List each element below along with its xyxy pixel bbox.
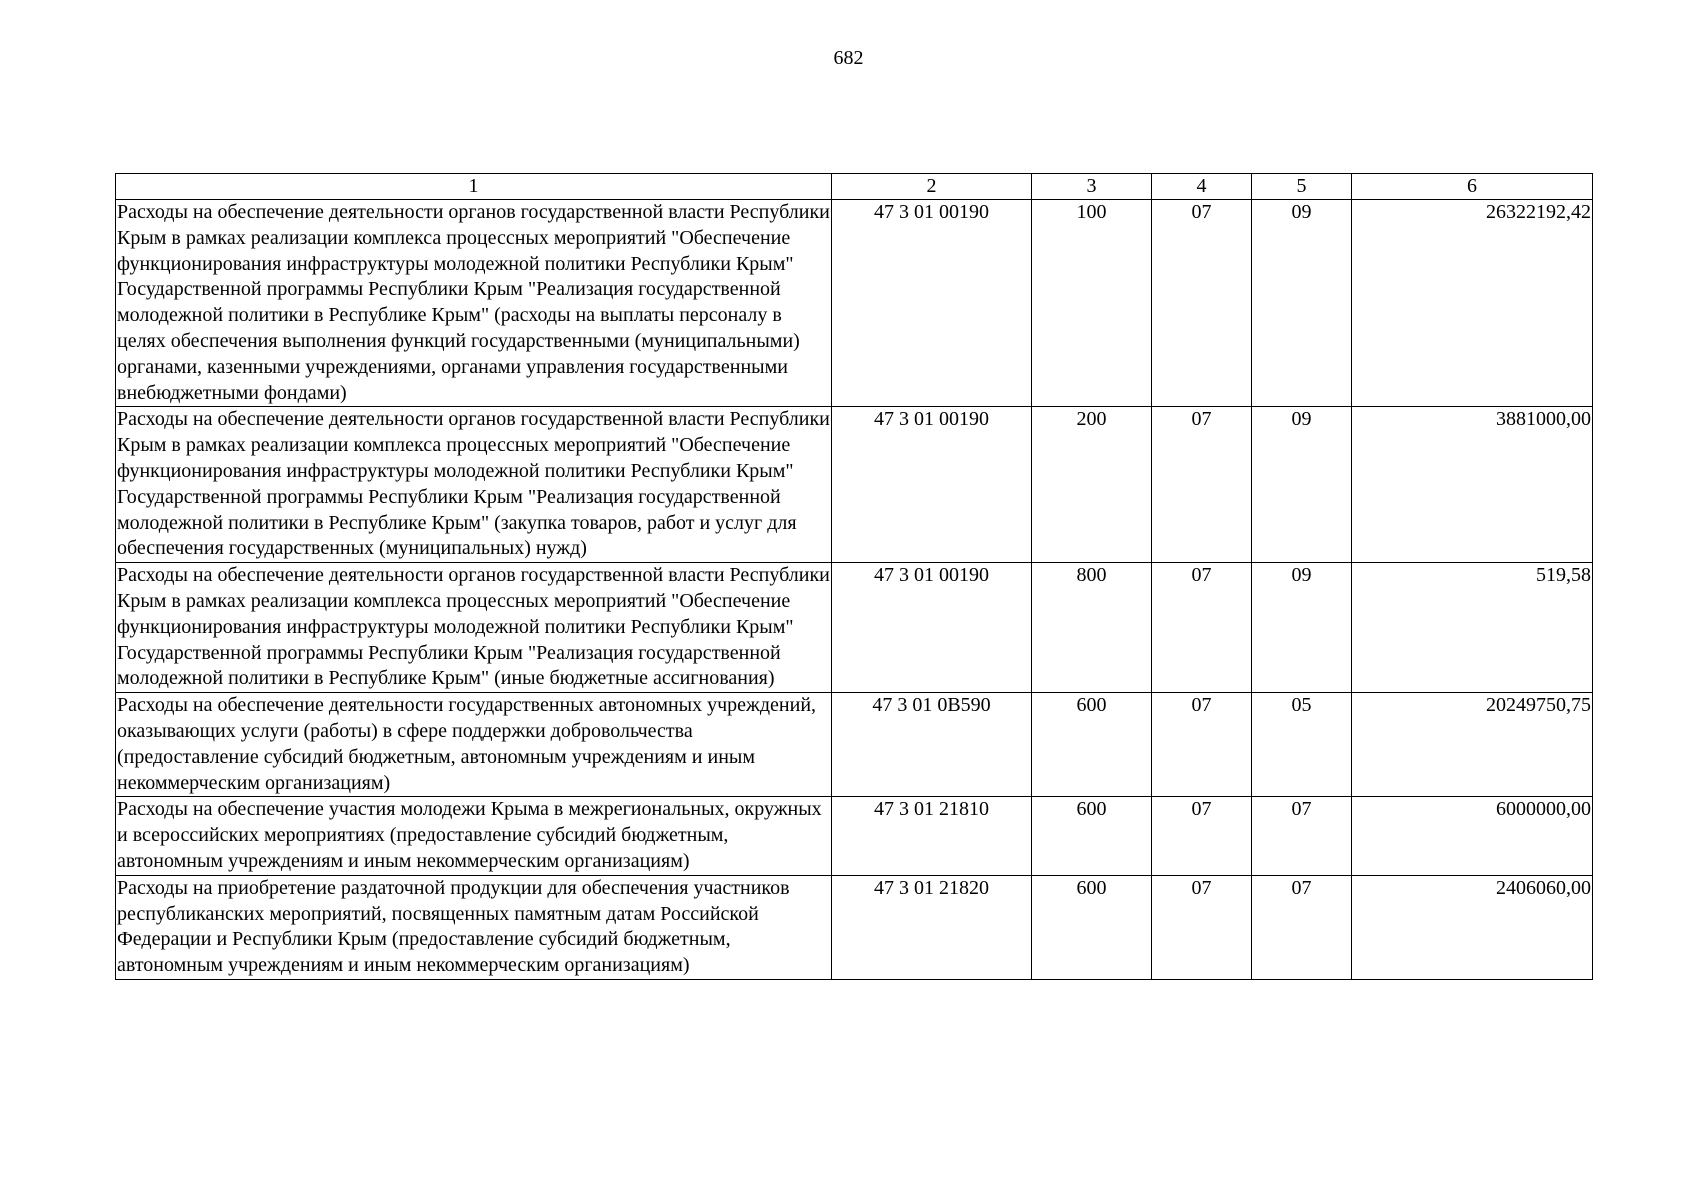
section-code: 07 xyxy=(1152,693,1252,797)
section-code: 07 xyxy=(1152,797,1252,875)
column-header-1: 1 xyxy=(116,174,832,200)
subsection-code: 09 xyxy=(1252,407,1352,563)
column-header-4: 4 xyxy=(1152,174,1252,200)
table-row xyxy=(116,693,1593,797)
table-row xyxy=(116,200,1593,407)
target-article-code: 47 3 01 00190 xyxy=(832,407,1032,563)
expense-type-code: 200 xyxy=(1032,407,1152,563)
expense-description: Расходы на обеспечение деятельности органов государственной власти Республики Крым в рамках реализации комплекса процессных мероприятий "Обеспечение функционирования инфраструктуры молодежной политики Республики Крым" Государственной программы Республики Крым "Реализация государственной молодежной политики в Республике Крым" (расходы на выплаты персоналу в целях обеспечения выполнения функций государственными (муниципальными) органами, казенными учреждениями, органами управления государственными внебюджетными фондами) xyxy=(116,200,832,407)
expense-description: Расходы на приобретение раздаточной продукции для обеспечения участников республиканских мероприятий, посвященных памятным датам Российской Федерации и Республики Крым (предоставление субсидий бюджетным, автономным учреждениям и иным некоммерческим организациям) xyxy=(116,875,832,979)
expense-description: Расходы на обеспечение деятельности органов государственной власти Республики Крым в рамках реализации комплекса процессных мероприятий "Обеспечение функционирования инфраструктуры молодежной политики Республики Крым" Государственной программы Республики Крым "Реализация государственной молодежной политики в Республике Крым" (иные бюджетные ассигнования) xyxy=(116,563,832,693)
column-header-3: 3 xyxy=(1032,174,1152,200)
expense-type-code: 600 xyxy=(1032,797,1152,875)
section-code: 07 xyxy=(1152,200,1252,407)
expense-type-code: 600 xyxy=(1032,875,1152,979)
target-article-code: 47 3 01 21810 xyxy=(832,797,1032,875)
subsection-code: 07 xyxy=(1252,797,1352,875)
expense-description: Расходы на обеспечение участия молодежи Крыма в межрегиональных, окружных и всероссийских мероприятиях (предоставление субсидий бюджетным, автономным учреждениям и иным некоммерческим организациям) xyxy=(116,797,832,875)
expense-type-code: 600 xyxy=(1032,693,1152,797)
table-row xyxy=(116,797,1593,875)
column-header-5: 5 xyxy=(1252,174,1352,200)
budget-table xyxy=(115,173,1593,980)
column-header-6: 6 xyxy=(1352,174,1593,200)
section-code: 07 xyxy=(1152,875,1252,979)
subsection-code: 09 xyxy=(1252,200,1352,407)
header-row xyxy=(116,174,1593,200)
subsection-code: 09 xyxy=(1252,563,1352,693)
amount-value: 3881000,00 xyxy=(1352,407,1593,563)
expense-description: Расходы на обеспечение деятельности государственных автономных учреждений, оказывающих услуги (работы) в сфере поддержки добровольчества (предоставление субсидий бюджетным, автономным учреждениям и иным некоммерческим организациям) xyxy=(116,693,832,797)
target-article-code: 47 3 01 00190 xyxy=(832,200,1032,407)
target-article-code: 47 3 01 0В590 xyxy=(832,693,1032,797)
amount-value: 2406060,00 xyxy=(1352,875,1593,979)
amount-value: 6000000,00 xyxy=(1352,797,1593,875)
table-row xyxy=(116,407,1593,563)
table-row xyxy=(116,875,1593,979)
subsection-code: 07 xyxy=(1252,875,1352,979)
expense-description: Расходы на обеспечение деятельности органов государственной власти Республики Крым в рамках реализации комплекса процессных мероприятий "Обеспечение функционирования инфраструктуры молодежной политики Республики Крым" Государственной программы Республики Крым "Реализация государственной молодежной политики в Республике Крым" (закупка товаров, работ и услуг для обеспечения государственных (муниципальных) нужд) xyxy=(116,407,832,563)
expense-type-code: 100 xyxy=(1032,200,1152,407)
column-header-2: 2 xyxy=(832,174,1032,200)
page-number: 682 xyxy=(833,47,864,69)
section-code: 07 xyxy=(1152,407,1252,563)
section-code: 07 xyxy=(1152,563,1252,693)
amount-value: 20249750,75 xyxy=(1352,693,1593,797)
target-article-code: 47 3 01 00190 xyxy=(832,563,1032,693)
amount-value: 519,58 xyxy=(1352,563,1593,693)
target-article-code: 47 3 01 21820 xyxy=(832,875,1032,979)
table-row xyxy=(116,563,1593,693)
amount-value: 26322192,42 xyxy=(1352,200,1593,407)
subsection-code: 05 xyxy=(1252,693,1352,797)
expense-type-code: 800 xyxy=(1032,563,1152,693)
